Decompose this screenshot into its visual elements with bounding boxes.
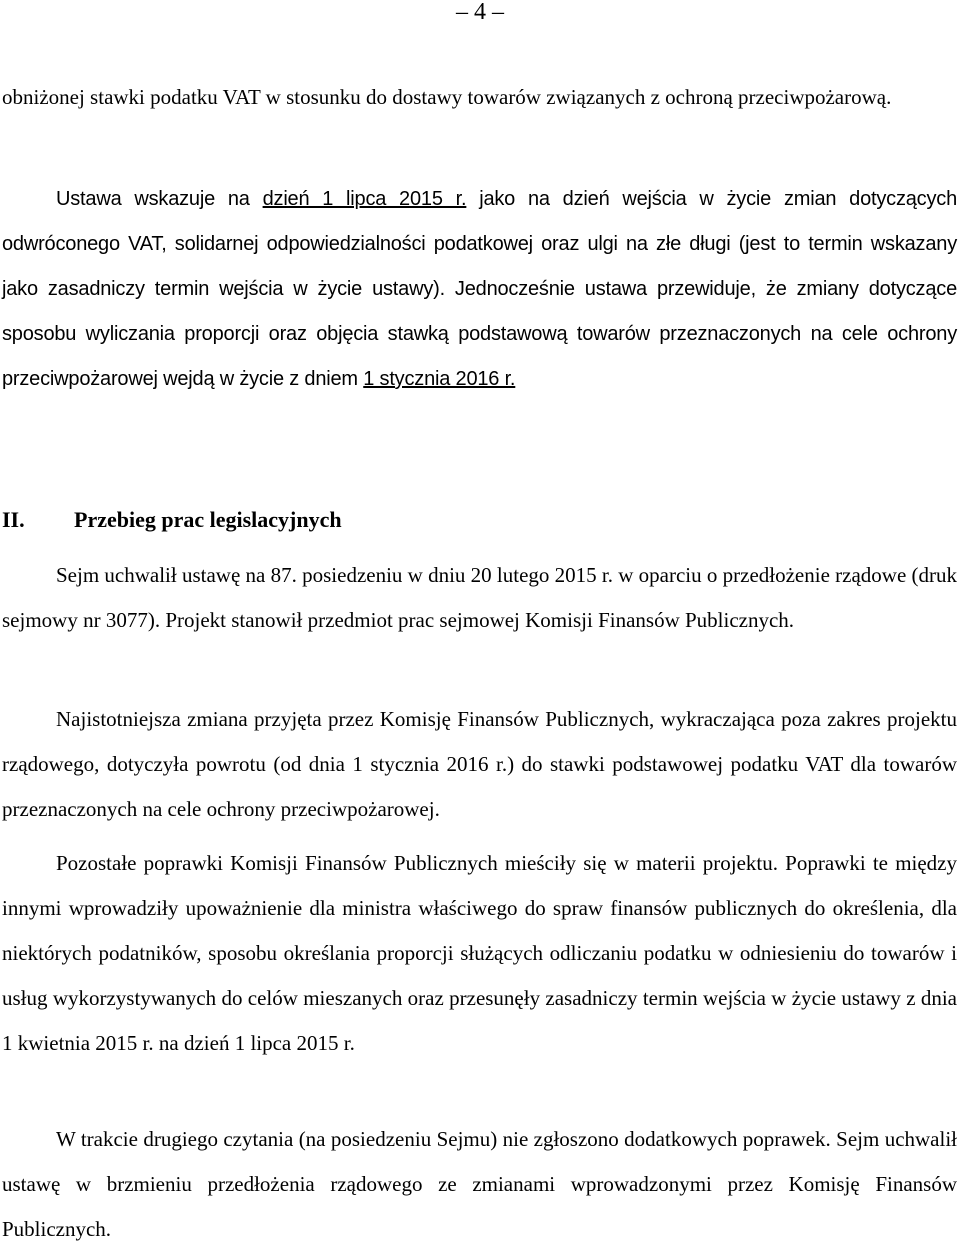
paragraph-effective-dates bbox=[2, 177, 957, 402]
paragraph-other-amendments: Pozostałe poprawki Komisji Finansów Publicznych mieściły się w materii projektu. Poprawki te między innymi wprowadziły upoważnienie dla ministra właściwego do spraw finansów publicznych do określenia, dla niektórych podatników, sposobu określania proporcji służących odliczaniu podatku w odniesieniu do towarów i usług wykorzystywanych do celów mieszanych oraz przesunęły zasadniczy termin wejścia w życie ustawy z dnia 1 kwietnia 2015 r. na dzień 1 lipca 2015 r. bbox=[2, 851, 957, 1055]
section-title: Przebieg prac legislacyjnych bbox=[74, 507, 342, 532]
paragraph-key-change: Najistotniejsza zmiana przyjęta przez Komisję Finansów Publicznych, wykraczająca poza zakres projektu rządowego, dotyczyła powrotu (od dnia 1 stycznia 2016 r.) do stawki podstawowej podatku VAT dla towarów przeznaczonych na cele ochrony przeciwpożarowej. bbox=[2, 707, 957, 821]
underlined-date: 1 stycznia 2016 r. bbox=[363, 368, 516, 390]
section-number: II. bbox=[2, 507, 25, 532]
paragraph-sejm-adoption: Sejm uchwalił ustawę na 87. posiedzeniu w dniu 20 lutego 2015 r. w oparciu o przedłożenie rządowe (druk sejmowy nr 3077). Projekt stanowił przedmiot prac sejmowej Komisji Finansów Publicznych. bbox=[2, 563, 958, 632]
underlined-date: dzień 1 lipca 2015 r. bbox=[262, 188, 467, 210]
paragraph-continuation: obniżonej stawki podatku VAT w stosunku do dostawy towarów związanych z ochroną przeciwpożarową. bbox=[2, 85, 892, 109]
paragraph-text: jako na dzień wejścia w życie zmian dotyczących odwróconego VAT, solidarnej odpowiedzialności podatkowej oraz ulgi na złe długi (jest to termin wskazany jako zasadniczy termin wejścia w życie ustawy). Jednocześnie ustawa przewiduje, że zmiany dotyczące sposobu wyliczania proporcji oraz objęcia stawką podstawową towarów przeznaczonych na cele ochrony przeciwpożarowej wejdą w życie z dniem bbox=[2, 188, 958, 390]
section-heading bbox=[2, 505, 902, 535]
paragraph-second-reading: W trakcie drugiego czytania (na posiedzeniu Sejmu) nie zgłoszono dodatkowych poprawek. Sejm uchwalił ustawę w brzmieniu przedłożenia rządowego ze zmianami wprowadzonymi przez Komisję Finansów Publicznych. bbox=[2, 1127, 957, 1241]
page-number: – 4 – bbox=[456, 0, 504, 25]
paragraph-text: Ustawa wskazuje na bbox=[56, 188, 263, 210]
